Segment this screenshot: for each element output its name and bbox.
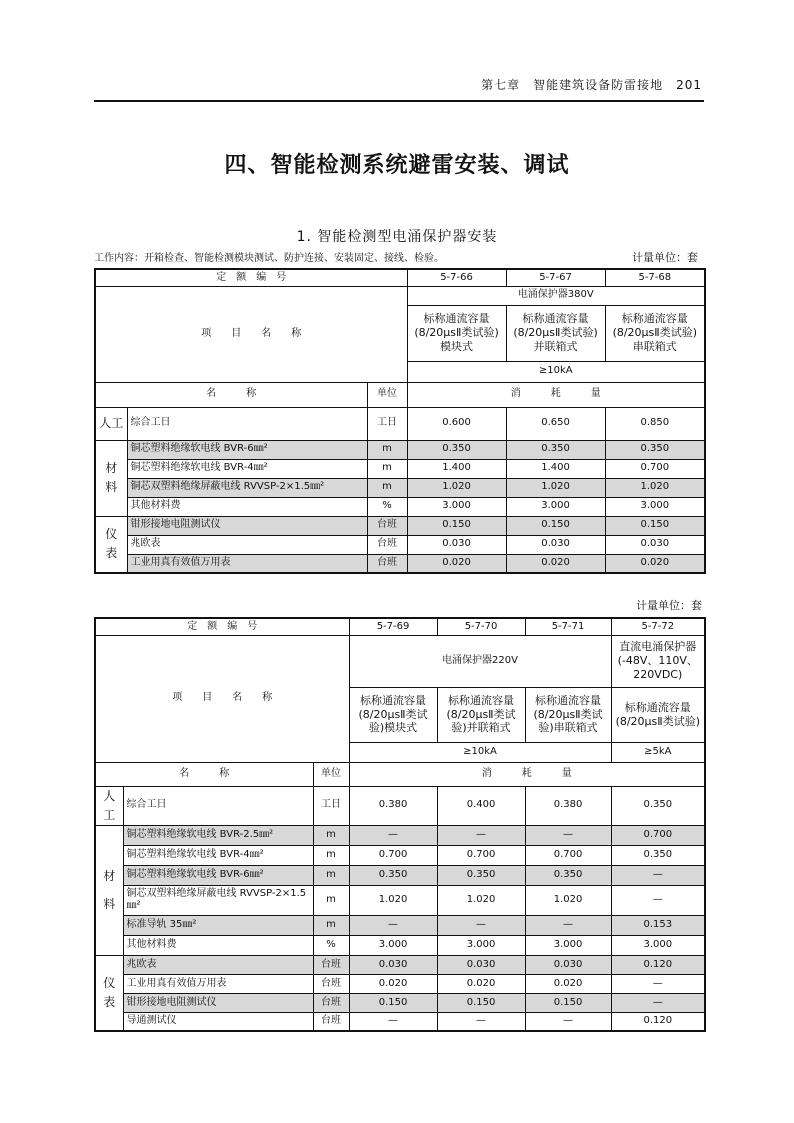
material-value: 3.000	[349, 935, 437, 955]
material-value: 1.400	[506, 459, 605, 478]
instrument-name: 兆欧表	[123, 955, 313, 974]
instrument-value: —	[349, 1012, 437, 1031]
table-row	[95, 955, 705, 974]
range-cell: ≥10kA	[407, 361, 705, 382]
instrument-value: —	[525, 1012, 611, 1031]
sub-title: 1. 智能检测型电涌保护器安装	[296, 229, 498, 245]
instrument-category: 仪表	[95, 516, 127, 573]
material-value: 3.000	[605, 497, 705, 516]
table-row	[95, 635, 705, 687]
material-value: 1.400	[407, 459, 506, 478]
instrument-name: 钳形接地电阻测试仪	[127, 516, 367, 535]
instrument-unit: 台班	[313, 1012, 349, 1031]
labor-name: 综合工日	[123, 786, 313, 825]
labor-value: 0.380	[525, 786, 611, 825]
instrument-value: 0.030	[525, 955, 611, 974]
labor-value: 0.650	[506, 407, 605, 440]
quota-code: 5-7-70	[437, 618, 525, 635]
material-value: 0.700	[525, 845, 611, 865]
quota-code: 5-7-72	[611, 618, 705, 635]
name-header: 名 称	[95, 762, 313, 786]
material-unit: m	[313, 825, 349, 845]
material-unit: m	[313, 885, 349, 915]
type-cell: 标称通流容量(8/20μsⅡ类试验)并联箱式	[437, 687, 525, 742]
material-value: —	[437, 825, 525, 845]
table-row	[95, 382, 705, 407]
labor-value: 0.380	[349, 786, 437, 825]
group-header: 电涌保护器380V	[407, 286, 705, 305]
material-value: 0.350	[407, 440, 506, 459]
labor-value: 0.600	[407, 407, 506, 440]
labor-name: 综合工日	[127, 407, 367, 440]
labor-category: 人工	[95, 786, 123, 825]
quota-table-2	[94, 617, 706, 1032]
quota-code: 5-7-66	[407, 269, 506, 286]
type-cell: 标称通流容量(8/20μsⅡ类试验)并联箱式	[506, 305, 605, 361]
instrument-unit: 台班	[367, 535, 407, 554]
material-value: 0.700	[611, 825, 705, 845]
material-unit: m	[367, 478, 407, 497]
table-row	[95, 269, 705, 286]
table-row	[95, 407, 705, 440]
quota-code: 5-7-71	[525, 618, 611, 635]
material-name: 标准导轨 35㎜²	[123, 915, 313, 935]
table-row	[95, 554, 705, 573]
type-cell: 标称通流容量(8/20μsⅡ类试验)模块式	[349, 687, 437, 742]
unit-label-2: 计量单位：套	[636, 599, 702, 612]
instrument-unit: 台班	[313, 993, 349, 1012]
material-value: 3.000	[506, 497, 605, 516]
instrument-name: 兆欧表	[127, 535, 367, 554]
name-header: 名 称	[95, 382, 367, 407]
instrument-value: 0.030	[349, 955, 437, 974]
quota-code: 5-7-69	[349, 618, 437, 635]
material-value: 0.350	[605, 440, 705, 459]
labor-value: 0.400	[437, 786, 525, 825]
material-value: 1.020	[437, 885, 525, 915]
instrument-name: 钳形接地电阻测试仪	[123, 993, 313, 1012]
table-row	[95, 535, 705, 554]
group-header: 电涌保护器220V	[349, 635, 611, 687]
instrument-value: 0.120	[611, 955, 705, 974]
material-value: 3.000	[611, 935, 705, 955]
material-unit: m	[313, 845, 349, 865]
instrument-value: 0.030	[506, 535, 605, 554]
instrument-value: —	[611, 974, 705, 993]
table-row	[95, 974, 705, 993]
instrument-name: 导通测试仪	[123, 1012, 313, 1031]
instrument-value: 0.020	[349, 974, 437, 993]
quota-code: 5-7-67	[506, 269, 605, 286]
instrument-value: 0.030	[437, 955, 525, 974]
instrument-value: 0.020	[605, 554, 705, 573]
material-category-2: 料	[103, 897, 116, 912]
table-row	[95, 440, 705, 459]
material-value: 3.000	[525, 935, 611, 955]
material-unit: m	[367, 440, 407, 459]
unit-header: 单位	[367, 382, 407, 407]
instrument-value: 0.020	[407, 554, 506, 573]
table-row	[95, 516, 705, 535]
instrument-value: 0.150	[437, 993, 525, 1012]
table-row	[95, 786, 705, 825]
quota-code-header: 定 额 编 号	[95, 269, 407, 286]
material-name: 铜芯塑料绝缘软电线 BVR-2.5㎜²	[123, 825, 313, 845]
type-cell: 标称通流容量(8/20μsⅡ类试验)模块式	[407, 305, 506, 361]
quota-code-header: 定 额 编 号	[95, 618, 349, 635]
material-name: 铜芯塑料绝缘软电线 BVR-4㎜²	[127, 459, 367, 478]
material-value: —	[349, 825, 437, 845]
material-unit: m	[367, 459, 407, 478]
instrument-value: 0.150	[506, 516, 605, 535]
range-cell-dc: ≥5kA	[611, 742, 705, 762]
instrument-value: 0.120	[611, 1012, 705, 1031]
instrument-value: 0.150	[349, 993, 437, 1012]
table-row	[95, 885, 705, 915]
material-value: 0.700	[437, 845, 525, 865]
material-value: 0.350	[525, 865, 611, 885]
labor-unit: 工日	[313, 786, 349, 825]
material-value: 0.700	[605, 459, 705, 478]
work-content: 工作内容：开箱检查、智能检测模块测试、防护连接、安装固定、接线、检验。	[94, 253, 444, 264]
instrument-value: 0.150	[407, 516, 506, 535]
instrument-unit: 台班	[313, 955, 349, 974]
material-category: 材料	[95, 440, 127, 516]
consume-header: 消 耗 量	[407, 382, 705, 407]
instrument-unit: 台班	[313, 974, 349, 993]
instrument-unit: 台班	[367, 554, 407, 573]
labor-value: 0.850	[605, 407, 705, 440]
material-unit: m	[313, 865, 349, 885]
material-value: 1.020	[407, 478, 506, 497]
instrument-value: 0.030	[407, 535, 506, 554]
material-value: —	[349, 915, 437, 935]
instrument-name: 工业用真有效值万用表	[123, 974, 313, 993]
material-value: —	[611, 865, 705, 885]
instrument-value: 0.150	[525, 993, 611, 1012]
material-name: 其他材料费	[127, 497, 367, 516]
range-cell: ≥10kA	[349, 742, 611, 762]
instrument-value: 0.020	[506, 554, 605, 573]
material-value: —	[525, 915, 611, 935]
page-header	[94, 72, 704, 102]
material-value: 0.350	[437, 865, 525, 885]
instrument-value: —	[611, 993, 705, 1012]
material-value: —	[611, 885, 705, 915]
table-row	[95, 845, 705, 865]
item-name-header: 项 目 名 称	[95, 286, 407, 382]
table-row	[95, 825, 705, 845]
table-row	[95, 915, 705, 935]
material-category	[95, 825, 123, 955]
instrument-value: 0.030	[605, 535, 705, 554]
material-value: 0.350	[349, 865, 437, 885]
table-row	[95, 865, 705, 885]
unit-header: 单位	[313, 762, 349, 786]
material-value: 0.153	[611, 915, 705, 935]
material-value: —	[437, 915, 525, 935]
item-name-header: 项 目 名 称	[95, 635, 349, 762]
type-cell: 标称通流容量(8/20μsⅡ类试验)串联箱式	[525, 687, 611, 742]
group-header-dc: 直流电涌保护器(-48V、110V、220VDC)	[611, 635, 705, 687]
instrument-value: 0.020	[525, 974, 611, 993]
type-cell: 标称通流容量(8/20μsⅡ类试验)串联箱式	[605, 305, 705, 361]
type-cell: 标称通流容量(8/20μsⅡ类试验)	[611, 687, 705, 742]
consume-header: 消 耗 量	[349, 762, 705, 786]
material-name: 铜芯双塑料绝缘屏蔽电线 RVVSP-2×1.5㎜²	[127, 478, 367, 497]
material-value: 1.020	[506, 478, 605, 497]
material-value: —	[525, 825, 611, 845]
section-title: 四、智能检测系统避雷安装、调试	[224, 152, 570, 178]
table-row	[95, 993, 705, 1012]
instrument-value: —	[437, 1012, 525, 1031]
header-text: 第七章 智能建筑设备防雷接地 201	[481, 78, 702, 92]
material-category-1: 材	[103, 868, 116, 883]
material-value: 1.020	[605, 478, 705, 497]
quota-code: 5-7-68	[605, 269, 705, 286]
quota-table-1	[94, 268, 706, 574]
table-row	[95, 497, 705, 516]
material-unit: %	[367, 497, 407, 516]
table-row	[95, 286, 705, 305]
material-value: 3.000	[407, 497, 506, 516]
instrument-value: 0.020	[437, 974, 525, 993]
instrument-unit: 台班	[367, 516, 407, 535]
material-value: 3.000	[437, 935, 525, 955]
material-value: 0.700	[349, 845, 437, 865]
labor-category: 人工	[95, 407, 127, 440]
unit-label: 计量单位：套	[632, 251, 698, 264]
material-value: 0.350	[506, 440, 605, 459]
instrument-value: 0.150	[605, 516, 705, 535]
material-unit: %	[313, 935, 349, 955]
work-content-line	[94, 249, 704, 264]
table-row	[95, 762, 705, 786]
instrument-name: 工业用真有效值万用表	[127, 554, 367, 573]
material-value: 1.020	[349, 885, 437, 915]
table-row	[95, 1012, 705, 1031]
table-row	[95, 618, 705, 635]
instrument-category: 仪表	[95, 955, 123, 1031]
labor-value: 0.350	[611, 786, 705, 825]
table-row	[95, 459, 705, 478]
material-name: 铜芯塑料绝缘软电线 BVR-6㎜²	[127, 440, 367, 459]
material-name: 铜芯塑料绝缘软电线 BVR-4㎜²	[123, 845, 313, 865]
material-name: 铜芯塑料绝缘软电线 BVR-6㎜²	[123, 865, 313, 885]
labor-unit: 工日	[367, 407, 407, 440]
material-name: 铜芯双塑料绝缘屏蔽电线 RVVSP-2×1.5㎜²	[123, 885, 313, 915]
material-value: 1.020	[525, 885, 611, 915]
material-name: 其他材料费	[123, 935, 313, 955]
table-row	[95, 478, 705, 497]
table-row	[95, 935, 705, 955]
material-unit: m	[313, 915, 349, 935]
material-value: 0.350	[611, 845, 705, 865]
